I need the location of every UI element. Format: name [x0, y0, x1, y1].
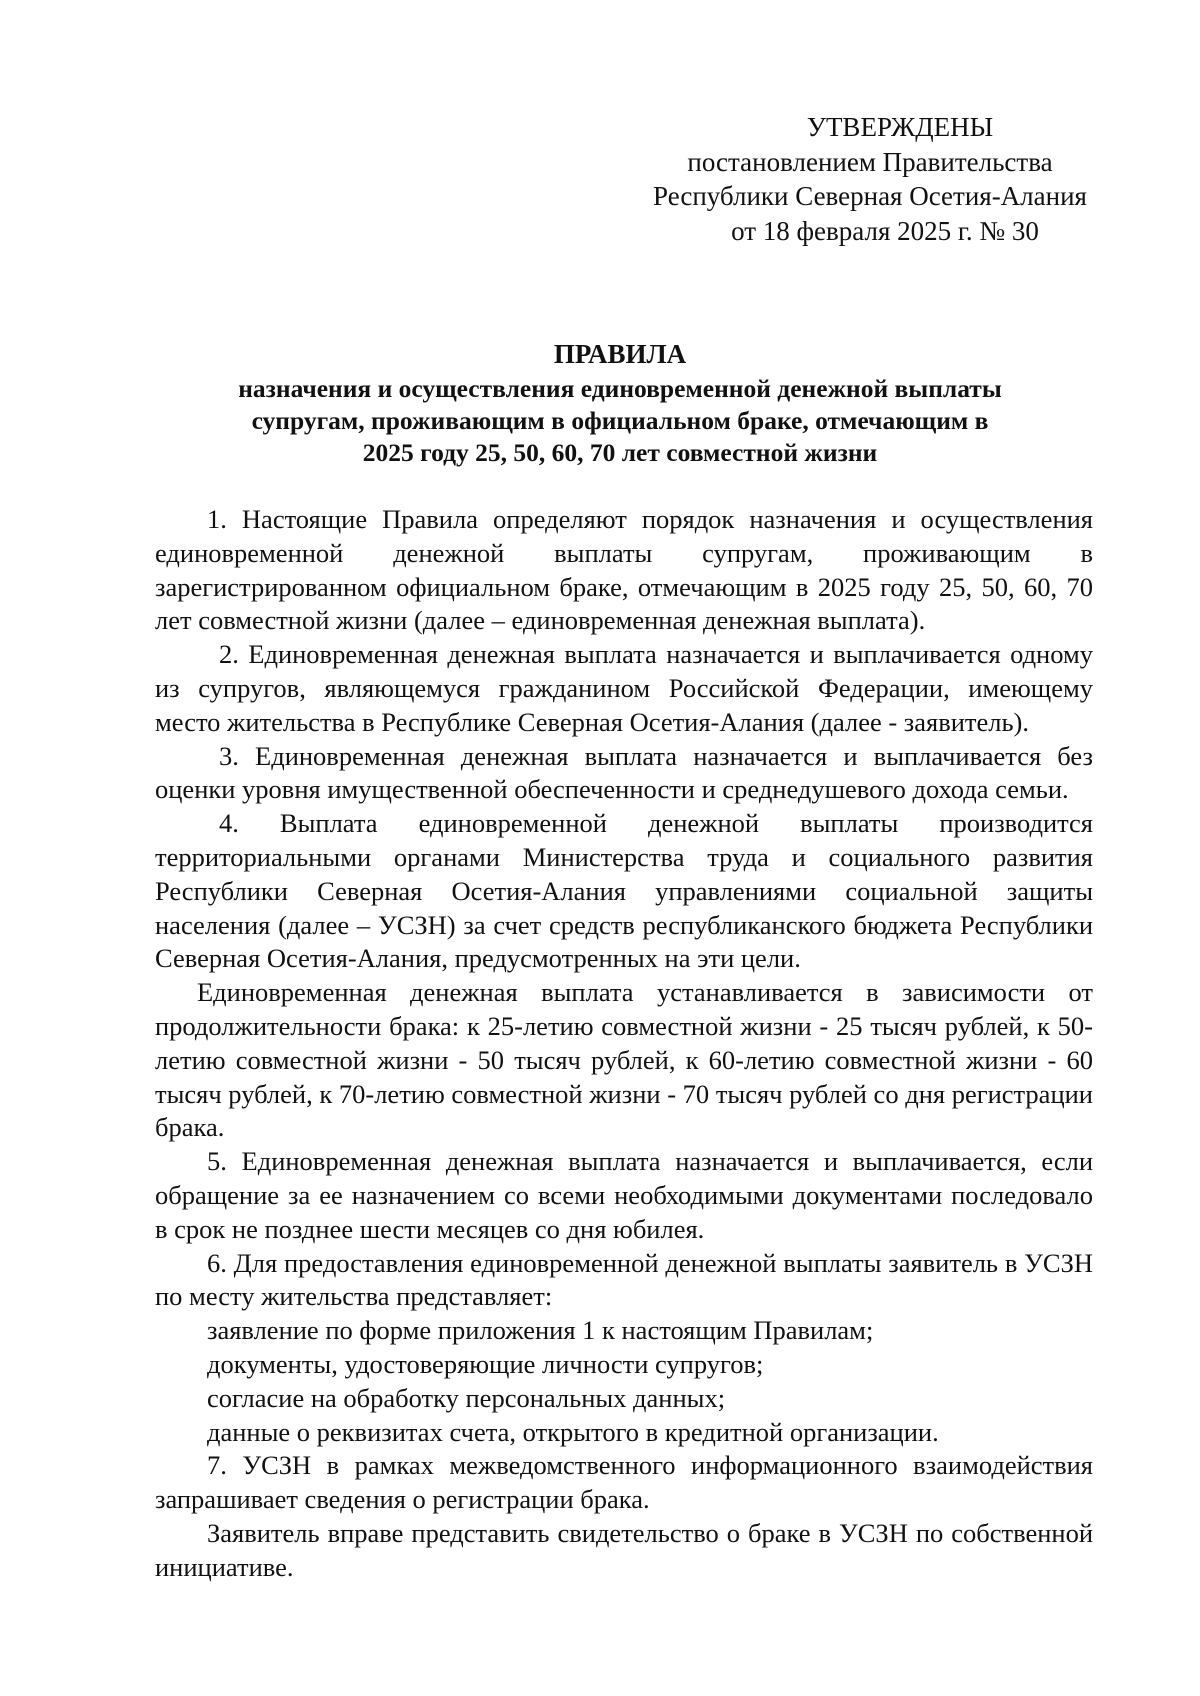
approval-stamp	[600, 110, 1140, 248]
title-main: ПРАВИЛА	[553, 339, 687, 369]
paragraph-7: 7. УСЗН в рамках межведомственного информационного взаимодействия запрашивает сведения о регистрации брака.	[155, 1450, 1093, 1515]
title-sub-line-2: супругам, проживающим в официальном браке, отмечающим в	[251, 406, 989, 435]
approval-date: от 18 февраля 2025 г. № 30	[731, 215, 1039, 246]
paragraph-4-amounts: Единовременная денежная выплата устанавливается в зависимости от продолжительности брака: к 25-летию совместной жизни - 25 тысяч рублей, к 50-летию совместной жизни - 50 тысяч рублей, к 60-летию совместной жизни - 60 тысяч рублей, к 70-летию совместной жизни - 70 тысяч рублей со дня регистрации брака.	[155, 977, 1093, 1143]
list-item: заявление по форме приложения 1 к настоящим Правилам;	[207, 1315, 874, 1346]
paragraph-3: 3. Единовременная денежная выплата назначается и выплачивается без оценки уровня имущественной обеспеченности и среднедушевого дохода семьи.	[155, 740, 1093, 805]
paragraph-4: 4. Выплата единовременной денежной выплаты производится территориальными органами Министерства труда и социального развития Республики Северная Осетия-Алания управлениями социальной защиты населения (далее – УСЗН) за счет средств республиканского бюджета Республики Северная Осетия-Алания, предусмотренных на эти цели.	[155, 808, 1093, 974]
document-body	[155, 503, 1093, 1585]
paragraph-6: 6. Для предоставления единовременной денежной выплаты заявитель в УСЗН по месту жительства представляет:	[155, 1247, 1093, 1312]
title-sub-line-1: назначения и осуществления единовременной денежной выплаты	[238, 374, 1002, 403]
list-item: данные о реквизитах счета, открытого в кредитной организации.	[207, 1416, 939, 1447]
title-sub-line-3: 2025 году 25, 50, 60, 70 лет совместной жизни	[362, 438, 878, 467]
list-item: согласие на обработку персональных данных;	[207, 1382, 726, 1413]
list-item: документы, удостоверяющие личности супругов;	[207, 1348, 764, 1379]
paragraph-1: 1. Настоящие Правила определяют порядок назначения и осуществления единовременной денежной выплаты супругам, проживающим в зарегистрированном официальном браке, отмечающим в 2025 году 25, 50, 60, 70 лет совместной жизни (далее – единовременная денежная выплата).	[155, 504, 1093, 636]
approval-decree: постановлением Правительства	[687, 146, 1053, 177]
paragraph-7-note: Заявитель вправе представить свидетельство о браке в УСЗН по собственной инициативе.	[155, 1517, 1093, 1582]
approval-heading: УТВЕРЖДЕНЫ	[806, 112, 994, 142]
paragraph-2: 2. Единовременная денежная выплата назначается и выплачивается одному из супругов, являющемуся гражданином Российской Федерации, имеющему место жительства в Республике Северная Осетия-Алания (далее - заявитель).	[155, 639, 1093, 737]
document-title	[150, 338, 1090, 469]
paragraph-5: 5. Единовременная денежная выплата назначается и выплачивается, если обращение за ее назначением со всеми необходимыми документами последовало в срок не позднее шести месяцев со дня юбилея.	[155, 1146, 1093, 1244]
approval-republic: Республики Северная Осетия-Алания	[653, 181, 1087, 211]
